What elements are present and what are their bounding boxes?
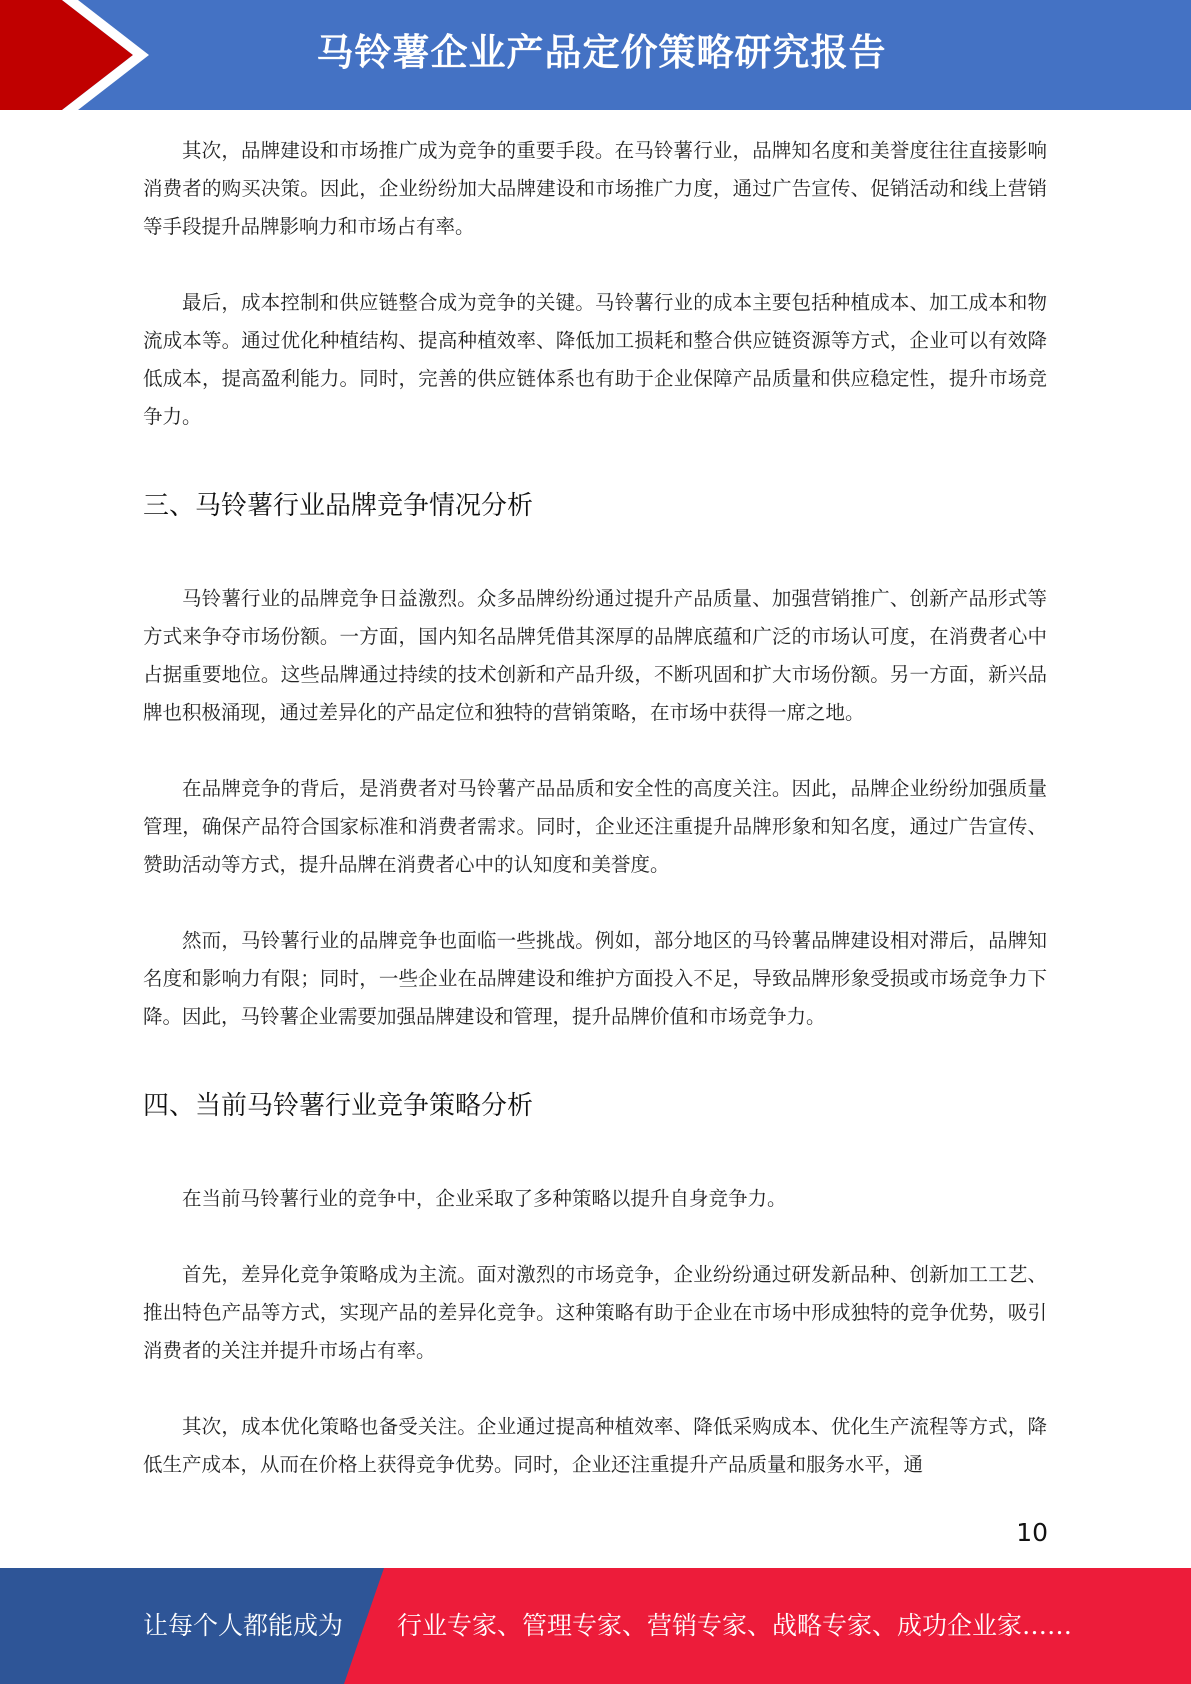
section-heading-competition-strategy: 四、当前马铃薯行业竞争策略分析: [143, 1091, 534, 1121]
paragraph-quality-focus: 在品牌竞争的背后，是消费者对马铃薯产品品质和安全性的高度关注。因此，品牌企业纷纷加强质量管理，确保产品符合国家标准和消费者需求。同时，企业还注重提升品牌形象和知名度，通过广告宣传、赞助活动等方式，提升品牌在消费者心中的认知度和美誉度。: [143, 777, 1047, 876]
paragraph-brand-competition: 马铃薯行业的品牌竞争日益激烈。众多品牌纷纷通过提升产品质量、加强营销推广、创新产品形式等方式来争夺市场份额。一方面，国内知名品牌凭借其深厚的品牌底蕴和广泛的市场认可度，在消费者心中占据重要地位。这些品牌通过持续的技术创新和产品升级，不断巩固和扩大市场份额。另一方面，新兴品牌也积极涌现，通过差异化的产品定位和独特的营销策略，在市场中获得一席之地。: [143, 587, 1047, 724]
footer-slogan-left: 让每个人都能成为: [143, 1611, 344, 1640]
paragraph-cost-control: 最后，成本控制和供应链整合成为竞争的关键。马铃薯行业的成本主要包括种植成本、加工成本和物流成本等。通过优化种植结构、提高种植效率、降低加工损耗和整合供应链资源等方式，企业可以有效降低成本，提高盈利能力。同时，完善的供应链体系也有助于企业保障产品质量和供应稳定性，提升市场竞争力。: [143, 291, 1047, 428]
page-number: 10: [1016, 1518, 1048, 1547]
paragraph-cost-optimization: 其次，成本优化策略也备受关注。企业通过提高种植效率、降低采购成本、优化生产流程等方式，降低生产成本，从而在价格上获得竞争优势。同时，企业还注重提升产品质量和服务水平，通: [143, 1415, 1047, 1476]
paragraph-differentiation: 首先，差异化竞争策略成为主流。面对激烈的市场竞争，企业纷纷通过研发新品种、创新加工工艺、推出特色产品等方式，实现产品的差异化竞争。这种策略有助于企业在市场中形成独特的竞争优势，吸引消费者的关注并提升市场占有率。: [143, 1263, 1047, 1362]
document-body: [143, 132, 1047, 1484]
paragraph-brand-building: 其次，品牌建设和市场推广成为竞争的重要手段。在马铃薯行业，品牌知名度和美誉度往往直接影响消费者的购买决策。因此，企业纷纷加大品牌建设和市场推广力度，通过广告宣传、促销活动和线上营销等手段提升品牌影响力和市场占有率。: [143, 139, 1047, 238]
paragraph-strategy-intro: 在当前马铃薯行业的竞争中，企业采取了多种策略以提升自身竞争力。: [182, 1187, 787, 1210]
page-header: [0, 0, 1191, 110]
page-footer: [0, 1568, 1191, 1684]
report-title: 马铃薯企业产品定价策略研究报告: [316, 31, 887, 74]
section-heading-brand-competition: 三、马铃薯行业品牌竞争情况分析: [143, 491, 534, 521]
footer-slogan-right: 行业专家、管理专家、营销专家、战略专家、成功企业家……: [397, 1611, 1073, 1640]
paragraph-challenges: 然而，马铃薯行业的品牌竞争也面临一些挑战。例如，部分地区的马铃薯品牌建设相对滞后，品牌知名度和影响力有限；同时，一些企业在品牌建设和维护方面投入不足，导致品牌形象受损或市场竞争力下降。因此，马铃薯企业需要加强品牌建设和管理，提升品牌价值和市场竞争力。: [143, 929, 1047, 1028]
